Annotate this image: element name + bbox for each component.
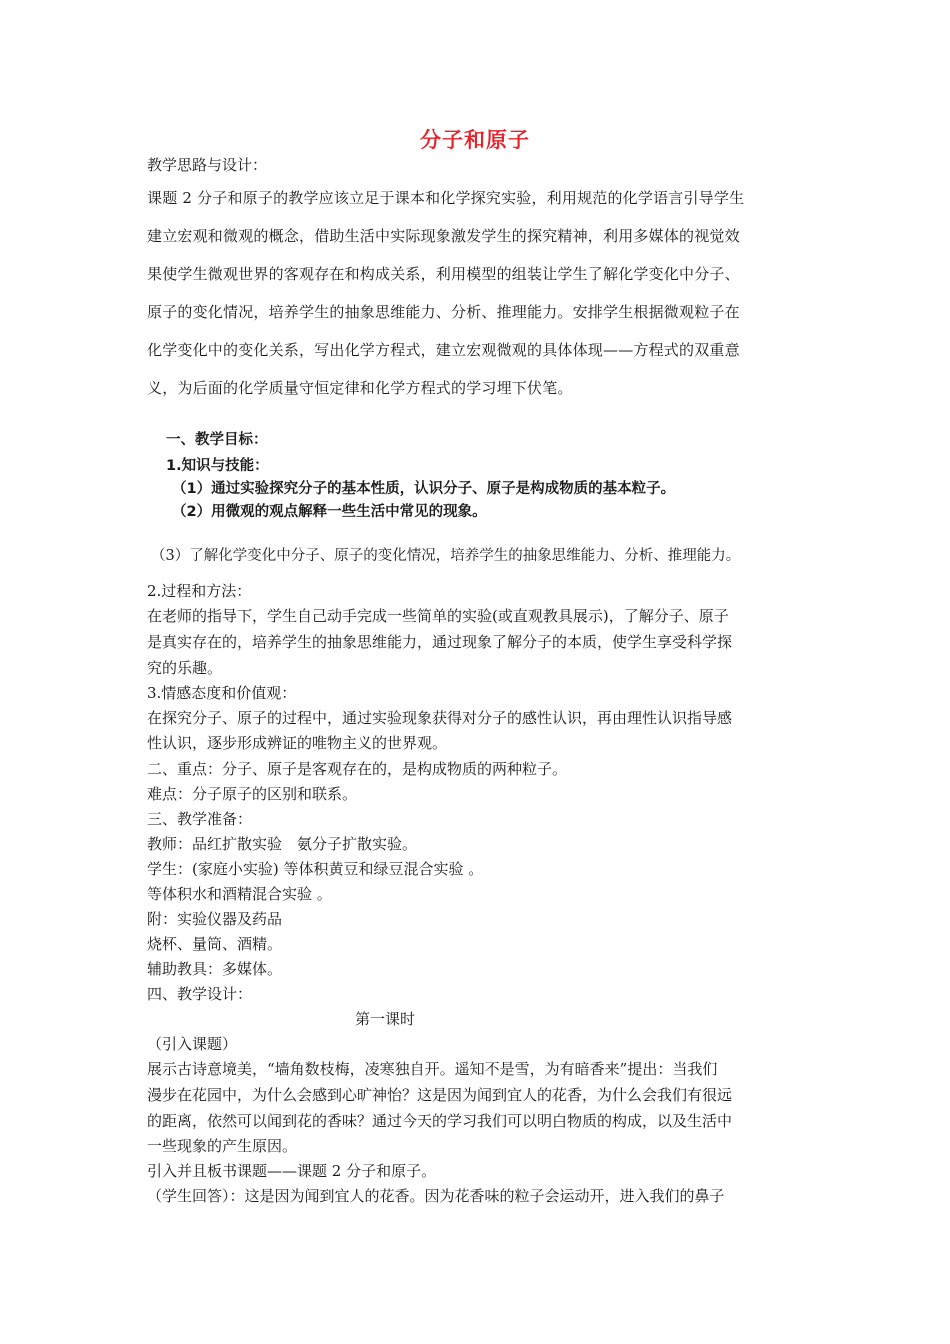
goals-heading: 一、教学目标： xyxy=(166,432,268,448)
body-line: 性认识，逐步形成辨证的唯物主义的世界观。 xyxy=(147,734,448,752)
body-line: 辅助教具：多媒体。 xyxy=(147,960,283,978)
lesson-line: 展示古诗意境美，“墙角数枝梅，凌寒独自开。遥知不是雪，为有暗香来”提出：当我们 xyxy=(147,1060,718,1078)
body-line: 在探究分子、原子的过程中，通过实验现象获得对分子的感性认识，再由理性认识指导感 xyxy=(147,709,733,727)
intro-line: 原子的变化情况，培养学生的抽象思维能力、分析、推理能力。安排学生根据微观粒子在 xyxy=(147,303,740,321)
body-line: 2.过程和方法： xyxy=(147,582,252,600)
intro-line: 课题 2 分子和原子的教学应该立足于课本和化学探究实验，利用规范的化学语言引导学生 xyxy=(147,189,745,207)
body-line: 等体积水和酒精混合实验 。 xyxy=(147,885,332,903)
intro-heading: 教学思路与设计： xyxy=(147,156,268,174)
intro-line: 建立宏观和微观的概念，借助生活中实际现象激发学生的探究精神，利用多媒体的视觉效 xyxy=(147,227,740,245)
body-line: 学生：(家庭小实验) 等体积黄豆和绿豆混合实验 。 xyxy=(147,860,484,878)
body-line: 3.情感态度和价值观： xyxy=(147,684,297,702)
goals-item: （3）了解化学变化中分子、原子的变化情况，培养学生的抽象思维能力、分析、推理能力。 xyxy=(151,548,741,564)
body-line: 四、教学设计： xyxy=(147,985,253,1003)
lesson-line: 漫步在花园中，为什么会感到心旷神怡？这是因为闻到宜人的花香，为什么会我们有很远 xyxy=(147,1086,733,1104)
lesson-line: （学生回答）：这是因为闻到宜人的花香。因为花香味的粒子会运动开，进入我们的鼻子 xyxy=(147,1187,725,1205)
body-line: 烧杯、量筒、酒精。 xyxy=(147,935,283,953)
body-line: 教师：品红扩散实验 氨分子扩散实验。 xyxy=(147,835,418,853)
goals-item: （1）通过实验探究分子的基本性质，认识分子、原子是构成物质的基本粒子。 xyxy=(172,481,676,497)
body-line: 三、教学准备： xyxy=(147,810,253,828)
lesson-line: 引入并且板书课题——课题 2 分子和原子。 xyxy=(147,1162,437,1180)
lesson-line: 一些现象的产生原因。 xyxy=(147,1137,298,1155)
body-line: 难点：分子原子的区别和联系。 xyxy=(147,785,358,803)
body-line: 在老师的指导下，学生自己动手完成一些简单的实验(或直观教具展示)，了解分子、原子 xyxy=(147,607,729,625)
lesson-heading: 第一课时 xyxy=(355,1010,416,1028)
lesson-line: （引入课题） xyxy=(147,1035,238,1053)
goals-item: （2）用微观的观点解释一些生活中常见的现象。 xyxy=(172,504,487,520)
body-line: 是真实存在的，培养学生的抽象思维能力，通过现象了解分子的本质，使学生享受科学探 xyxy=(147,633,733,651)
document-title: 分子和原子 xyxy=(420,128,530,152)
goals-knowledge-heading: 1.知识与技能： xyxy=(166,458,269,474)
body-line: 究的乐趣。 xyxy=(147,659,223,677)
intro-line: 化学变化中的变化关系，写出化学方程式，建立宏观微观的具体体现——方程式的双重意 xyxy=(147,341,740,359)
body-line: 二、重点：分子、原子是客观存在的，是构成物质的两种粒子。 xyxy=(147,760,568,778)
body-line: 附：实验仪器及药品 xyxy=(147,910,283,928)
lesson-line: 的距离，依然可以闻到花的香味？通过今天的学习我们可以明白物质的构成，以及生活中 xyxy=(147,1112,733,1130)
intro-line: 义，为后面的化学质量守恒定律和化学方程式的学习埋下伏笔。 xyxy=(147,379,573,397)
intro-line: 果使学生微观世界的客观存在和构成关系，利用模型的组装让学生了解化学变化中分子、 xyxy=(147,265,740,283)
